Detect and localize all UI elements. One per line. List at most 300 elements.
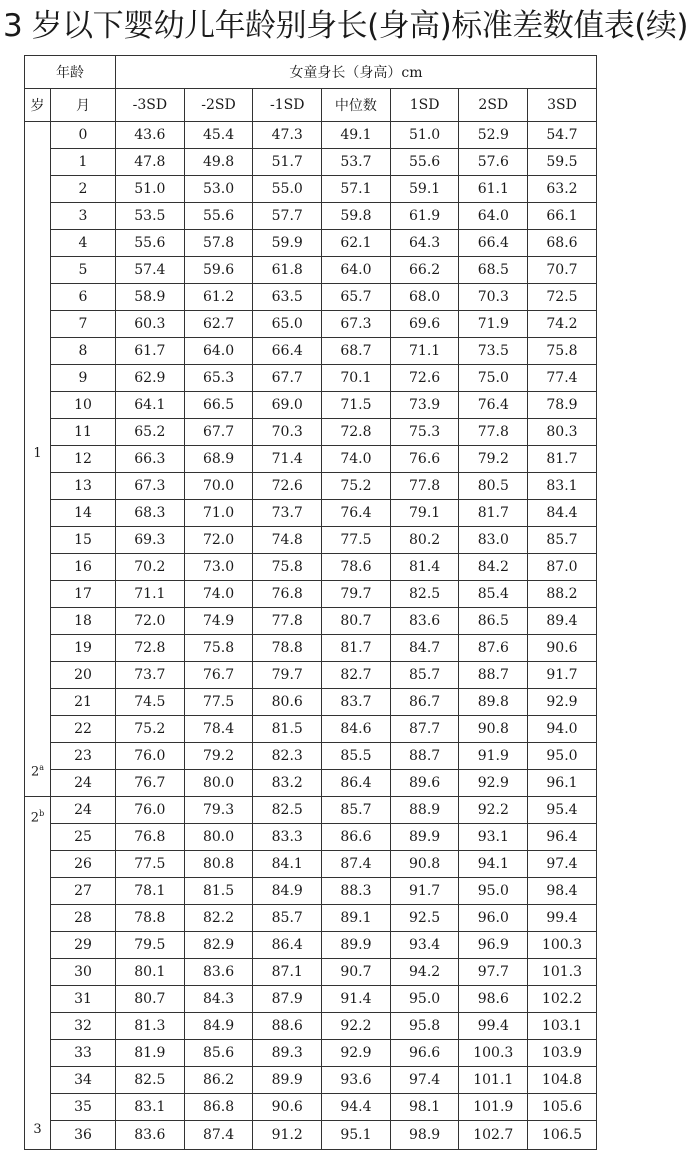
- value-cell-median: 53.7: [322, 149, 391, 176]
- value-cell-minus2sd: 59.6: [184, 257, 253, 284]
- value-cell-2sd: 102.7: [459, 1121, 528, 1150]
- value-cell-minus1sd: 82.3: [253, 743, 322, 770]
- year-marker-2b: [25, 801, 50, 831]
- value-cell-minus2sd: 74.0: [184, 581, 253, 608]
- value-cell-median: 94.4: [322, 1094, 391, 1121]
- value-cell-3sd: 68.6: [528, 230, 597, 257]
- value-cell-1sd: 80.2: [390, 527, 459, 554]
- value-cell-2sd: 91.9: [459, 743, 528, 770]
- year-marker-2a: [25, 755, 50, 785]
- value-cell-median: 89.1: [322, 905, 391, 932]
- year-marker-1-text: 1: [33, 445, 42, 461]
- value-cell-minus3sd: 65.2: [116, 419, 185, 446]
- value-cell-2sd: 84.2: [459, 554, 528, 581]
- value-cell-minus2sd: 73.0: [184, 554, 253, 581]
- month-cell: 12: [51, 446, 116, 473]
- value-cell-minus2sd: 80.0: [184, 824, 253, 851]
- value-cell-minus2sd: 86.2: [184, 1067, 253, 1094]
- value-cell-1sd: 98.9: [390, 1121, 459, 1150]
- value-cell-2sd: 61.1: [459, 176, 528, 203]
- value-cell-minus1sd: 57.7: [253, 203, 322, 230]
- value-cell-3sd: 84.4: [528, 500, 597, 527]
- value-cell-2sd: 101.1: [459, 1067, 528, 1094]
- value-cell-median: 78.6: [322, 554, 391, 581]
- value-cell-median: 84.6: [322, 716, 391, 743]
- value-cell-minus3sd: 60.3: [116, 311, 185, 338]
- value-cell-minus2sd: 74.9: [184, 608, 253, 635]
- value-cell-1sd: 82.5: [390, 581, 459, 608]
- value-cell-minus1sd: 66.4: [253, 338, 322, 365]
- value-cell-minus2sd: 67.7: [184, 419, 253, 446]
- value-cell-minus3sd: 70.2: [116, 554, 185, 581]
- value-cell-3sd: 92.9: [528, 689, 597, 716]
- value-cell-minus3sd: 61.7: [116, 338, 185, 365]
- value-cell-2sd: 92.9: [459, 770, 528, 797]
- value-cell-3sd: 105.6: [528, 1094, 597, 1121]
- col-header-minus2sd: -2SD: [184, 89, 253, 122]
- value-cell-minus2sd: 64.0: [184, 338, 253, 365]
- value-cell-2sd: 101.9: [459, 1094, 528, 1121]
- table-row: [25, 365, 597, 392]
- value-cell-3sd: 63.2: [528, 176, 597, 203]
- value-cell-2sd: 85.4: [459, 581, 528, 608]
- value-cell-minus3sd: 58.9: [116, 284, 185, 311]
- value-cell-minus3sd: 66.3: [116, 446, 185, 473]
- value-cell-1sd: 75.3: [390, 419, 459, 446]
- value-cell-minus3sd: 77.5: [116, 851, 185, 878]
- table-row: [25, 1067, 597, 1094]
- value-cell-2sd: 66.4: [459, 230, 528, 257]
- value-cell-median: 92.9: [322, 1040, 391, 1067]
- table-row: [25, 284, 597, 311]
- month-cell: 35: [51, 1094, 116, 1121]
- month-cell: 23: [51, 743, 116, 770]
- table-row: [25, 959, 597, 986]
- value-cell-median: 64.0: [322, 257, 391, 284]
- value-cell-minus2sd: 80.8: [184, 851, 253, 878]
- value-cell-1sd: 95.8: [390, 1013, 459, 1040]
- month-cell: 28: [51, 905, 116, 932]
- value-cell-minus2sd: 61.2: [184, 284, 253, 311]
- value-cell-median: 49.1: [322, 122, 391, 149]
- value-cell-minus1sd: 84.1: [253, 851, 322, 878]
- value-cell-3sd: 74.2: [528, 311, 597, 338]
- value-cell-1sd: 61.9: [390, 203, 459, 230]
- month-cell: 11: [51, 419, 116, 446]
- value-cell-3sd: 95.0: [528, 743, 597, 770]
- value-cell-1sd: 64.3: [390, 230, 459, 257]
- month-cell: 25: [51, 824, 116, 851]
- value-cell-3sd: 104.8: [528, 1067, 597, 1094]
- value-cell-3sd: 54.7: [528, 122, 597, 149]
- value-cell-2sd: 70.3: [459, 284, 528, 311]
- value-cell-minus3sd: 51.0: [116, 176, 185, 203]
- value-cell-median: 93.6: [322, 1067, 391, 1094]
- value-cell-2sd: 64.0: [459, 203, 528, 230]
- month-cell: 3: [51, 203, 116, 230]
- value-cell-3sd: 101.3: [528, 959, 597, 986]
- table-row: [25, 770, 597, 797]
- value-cell-1sd: 98.1: [390, 1094, 459, 1121]
- value-cell-minus1sd: 69.0: [253, 392, 322, 419]
- value-cell-minus1sd: 89.9: [253, 1067, 322, 1094]
- value-cell-minus3sd: 78.8: [116, 905, 185, 932]
- col-header-2sd: 2SD: [459, 89, 528, 122]
- value-cell-median: 59.8: [322, 203, 391, 230]
- page-title: 3 岁以下婴幼儿年龄别身长(身高)标准差数值表(续): [3, 8, 688, 44]
- value-cell-minus3sd: 83.6: [116, 1121, 185, 1150]
- value-cell-2sd: 95.0: [459, 878, 528, 905]
- value-cell-median: 92.2: [322, 1013, 391, 1040]
- value-cell-median: 62.1: [322, 230, 391, 257]
- value-cell-minus3sd: 74.5: [116, 689, 185, 716]
- value-cell-minus1sd: 82.5: [253, 797, 322, 824]
- month-cell: 20: [51, 662, 116, 689]
- value-cell-minus1sd: 86.4: [253, 932, 322, 959]
- month-cell: 0: [51, 122, 116, 149]
- table-row: [25, 122, 597, 149]
- value-cell-3sd: 77.4: [528, 365, 597, 392]
- value-cell-1sd: 87.7: [390, 716, 459, 743]
- value-cell-minus2sd: 84.9: [184, 1013, 253, 1040]
- table-row: [25, 554, 597, 581]
- month-cell: 9: [51, 365, 116, 392]
- value-cell-3sd: 96.4: [528, 824, 597, 851]
- value-cell-median: 87.4: [322, 851, 391, 878]
- col-header-1sd: 1SD: [390, 89, 459, 122]
- month-cell: 13: [51, 473, 116, 500]
- table-row: [25, 1013, 597, 1040]
- value-cell-3sd: 80.3: [528, 419, 597, 446]
- value-cell-1sd: 95.0: [390, 986, 459, 1013]
- month-cell: 24: [51, 770, 116, 797]
- value-cell-median: 68.7: [322, 338, 391, 365]
- month-header: 月: [51, 89, 116, 122]
- table-row: [25, 932, 597, 959]
- value-cell-minus3sd: 79.5: [116, 932, 185, 959]
- month-cell: 32: [51, 1013, 116, 1040]
- girls-height-group-header: 女童身长（身高）cm: [116, 56, 597, 89]
- value-cell-median: 79.7: [322, 581, 391, 608]
- value-cell-minus1sd: 55.0: [253, 176, 322, 203]
- value-cell-minus1sd: 80.6: [253, 689, 322, 716]
- value-cell-minus3sd: 76.7: [116, 770, 185, 797]
- table-row: [25, 149, 597, 176]
- value-cell-3sd: 59.5: [528, 149, 597, 176]
- value-cell-minus3sd: 76.0: [116, 797, 185, 824]
- month-cell: 15: [51, 527, 116, 554]
- value-cell-minus2sd: 76.7: [184, 662, 253, 689]
- table-row: [25, 608, 597, 635]
- value-cell-minus1sd: 63.5: [253, 284, 322, 311]
- value-cell-median: 85.7: [322, 797, 391, 824]
- value-cell-minus2sd: 53.0: [184, 176, 253, 203]
- table-row: [25, 905, 597, 932]
- value-cell-median: 67.3: [322, 311, 391, 338]
- value-cell-minus2sd: 71.0: [184, 500, 253, 527]
- value-cell-1sd: 89.9: [390, 824, 459, 851]
- value-cell-minus2sd: 84.3: [184, 986, 253, 1013]
- value-cell-1sd: 91.7: [390, 878, 459, 905]
- value-cell-3sd: 70.7: [528, 257, 597, 284]
- table-row: [25, 176, 597, 203]
- value-cell-minus1sd: 70.3: [253, 419, 322, 446]
- table-row: [25, 500, 597, 527]
- height-sd-table-container: [24, 55, 596, 1143]
- height-sd-table: [24, 55, 597, 1150]
- value-cell-3sd: 106.5: [528, 1121, 597, 1150]
- value-cell-minus2sd: 57.8: [184, 230, 253, 257]
- value-cell-3sd: 66.1: [528, 203, 597, 230]
- value-cell-minus3sd: 78.1: [116, 878, 185, 905]
- value-cell-minus3sd: 55.6: [116, 230, 185, 257]
- value-cell-3sd: 87.0: [528, 554, 597, 581]
- value-cell-1sd: 72.6: [390, 365, 459, 392]
- value-cell-minus1sd: 79.7: [253, 662, 322, 689]
- value-cell-minus1sd: 67.7: [253, 365, 322, 392]
- value-cell-1sd: 89.6: [390, 770, 459, 797]
- value-cell-3sd: 103.1: [528, 1013, 597, 1040]
- table-row: [25, 392, 597, 419]
- value-cell-2sd: 99.4: [459, 1013, 528, 1040]
- value-cell-1sd: 96.6: [390, 1040, 459, 1067]
- value-cell-minus3sd: 68.3: [116, 500, 185, 527]
- month-cell: 31: [51, 986, 116, 1013]
- value-cell-1sd: 69.6: [390, 311, 459, 338]
- value-cell-median: 75.2: [322, 473, 391, 500]
- year-marker-2a-sup: a: [39, 762, 45, 772]
- value-cell-median: 83.7: [322, 689, 391, 716]
- value-cell-minus1sd: 75.8: [253, 554, 322, 581]
- value-cell-minus2sd: 65.3: [184, 365, 253, 392]
- value-cell-2sd: 75.0: [459, 365, 528, 392]
- table-row: [25, 311, 597, 338]
- value-cell-3sd: 81.7: [528, 446, 597, 473]
- value-cell-minus1sd: 90.6: [253, 1094, 322, 1121]
- value-cell-3sd: 103.9: [528, 1040, 597, 1067]
- value-cell-minus3sd: 82.5: [116, 1067, 185, 1094]
- table-row: [25, 473, 597, 500]
- value-cell-minus2sd: 79.2: [184, 743, 253, 770]
- value-cell-minus2sd: 77.5: [184, 689, 253, 716]
- month-cell: 4: [51, 230, 116, 257]
- value-cell-1sd: 83.6: [390, 608, 459, 635]
- value-cell-minus1sd: 76.8: [253, 581, 322, 608]
- value-cell-1sd: 66.2: [390, 257, 459, 284]
- month-cell: 18: [51, 608, 116, 635]
- value-cell-minus3sd: 83.1: [116, 1094, 185, 1121]
- value-cell-2sd: 93.1: [459, 824, 528, 851]
- value-cell-2sd: 76.4: [459, 392, 528, 419]
- value-cell-minus3sd: 53.5: [116, 203, 185, 230]
- value-cell-minus1sd: 85.7: [253, 905, 322, 932]
- value-cell-minus3sd: 81.3: [116, 1013, 185, 1040]
- value-cell-median: 86.6: [322, 824, 391, 851]
- table-row: [25, 716, 597, 743]
- value-cell-1sd: 59.1: [390, 176, 459, 203]
- table-row: [25, 527, 597, 554]
- value-cell-3sd: 89.4: [528, 608, 597, 635]
- value-cell-1sd: 71.1: [390, 338, 459, 365]
- value-cell-2sd: 92.2: [459, 797, 528, 824]
- value-cell-minus2sd: 86.8: [184, 1094, 253, 1121]
- table-row: [25, 797, 597, 824]
- value-cell-minus2sd: 62.7: [184, 311, 253, 338]
- value-cell-median: 90.7: [322, 959, 391, 986]
- value-cell-1sd: 76.6: [390, 446, 459, 473]
- month-cell: 14: [51, 500, 116, 527]
- value-cell-minus1sd: 59.9: [253, 230, 322, 257]
- month-cell: 17: [51, 581, 116, 608]
- value-cell-2sd: 83.0: [459, 527, 528, 554]
- value-cell-minus2sd: 45.4: [184, 122, 253, 149]
- value-cell-1sd: 90.8: [390, 851, 459, 878]
- value-cell-3sd: 91.7: [528, 662, 597, 689]
- value-cell-minus1sd: 91.2: [253, 1121, 322, 1150]
- value-cell-2sd: 88.7: [459, 662, 528, 689]
- value-cell-2sd: 89.8: [459, 689, 528, 716]
- value-cell-median: 74.0: [322, 446, 391, 473]
- value-cell-2sd: 79.2: [459, 446, 528, 473]
- value-cell-minus3sd: 47.8: [116, 149, 185, 176]
- value-cell-2sd: 73.5: [459, 338, 528, 365]
- value-cell-minus1sd: 81.5: [253, 716, 322, 743]
- table-row: [25, 1094, 597, 1121]
- month-cell: 33: [51, 1040, 116, 1067]
- month-cell: 34: [51, 1067, 116, 1094]
- value-cell-minus1sd: 87.9: [253, 986, 322, 1013]
- value-cell-2sd: 57.6: [459, 149, 528, 176]
- month-cell: 8: [51, 338, 116, 365]
- value-cell-2sd: 86.5: [459, 608, 528, 635]
- month-cell: 2: [51, 176, 116, 203]
- value-cell-minus3sd: 43.6: [116, 122, 185, 149]
- value-cell-median: 76.4: [322, 500, 391, 527]
- value-cell-2sd: 87.6: [459, 635, 528, 662]
- value-cell-2sd: 96.0: [459, 905, 528, 932]
- value-cell-2sd: 52.9: [459, 122, 528, 149]
- value-cell-median: 82.7: [322, 662, 391, 689]
- year-cell: [25, 797, 51, 1150]
- value-cell-median: 70.1: [322, 365, 391, 392]
- value-cell-median: 72.8: [322, 419, 391, 446]
- value-cell-median: 71.5: [322, 392, 391, 419]
- value-cell-2sd: 71.9: [459, 311, 528, 338]
- value-cell-2sd: 81.7: [459, 500, 528, 527]
- value-cell-2sd: 68.5: [459, 257, 528, 284]
- value-cell-minus1sd: 47.3: [253, 122, 322, 149]
- value-cell-median: 81.7: [322, 635, 391, 662]
- value-cell-1sd: 51.0: [390, 122, 459, 149]
- year-marker-3: [25, 1117, 50, 1143]
- value-cell-minus1sd: 61.8: [253, 257, 322, 284]
- value-cell-minus1sd: 89.3: [253, 1040, 322, 1067]
- table-row: [25, 662, 597, 689]
- value-cell-1sd: 79.1: [390, 500, 459, 527]
- table-row: [25, 203, 597, 230]
- month-cell: 5: [51, 257, 116, 284]
- value-cell-minus2sd: 70.0: [184, 473, 253, 500]
- value-cell-median: 89.9: [322, 932, 391, 959]
- value-cell-minus3sd: 72.0: [116, 608, 185, 635]
- value-cell-minus2sd: 66.5: [184, 392, 253, 419]
- year-marker-3-text: 3: [33, 1121, 42, 1137]
- value-cell-1sd: 84.7: [390, 635, 459, 662]
- value-cell-median: 91.4: [322, 986, 391, 1013]
- value-cell-minus1sd: 74.8: [253, 527, 322, 554]
- value-cell-2sd: 96.9: [459, 932, 528, 959]
- value-cell-minus1sd: 84.9: [253, 878, 322, 905]
- year-marker-2a-text: 2: [30, 763, 40, 779]
- value-cell-1sd: 94.2: [390, 959, 459, 986]
- value-cell-minus2sd: 83.6: [184, 959, 253, 986]
- table-row: [25, 446, 597, 473]
- table-row: [25, 635, 597, 662]
- value-cell-minus3sd: 64.1: [116, 392, 185, 419]
- value-cell-minus1sd: 72.6: [253, 473, 322, 500]
- value-cell-1sd: 88.7: [390, 743, 459, 770]
- value-cell-median: 80.7: [322, 608, 391, 635]
- year-marker-2b-text: 2: [30, 810, 40, 826]
- table-row: [25, 824, 597, 851]
- value-cell-median: 86.4: [322, 770, 391, 797]
- value-cell-minus1sd: 78.8: [253, 635, 322, 662]
- table-row: [25, 1121, 597, 1150]
- month-cell: 36: [51, 1121, 116, 1150]
- value-cell-median: 57.1: [322, 176, 391, 203]
- value-cell-minus3sd: 67.3: [116, 473, 185, 500]
- table-row: [25, 419, 597, 446]
- value-cell-minus3sd: 57.4: [116, 257, 185, 284]
- value-cell-1sd: 81.4: [390, 554, 459, 581]
- value-cell-3sd: 90.6: [528, 635, 597, 662]
- value-cell-minus3sd: 80.7: [116, 986, 185, 1013]
- value-cell-2sd: 80.5: [459, 473, 528, 500]
- value-cell-1sd: 68.0: [390, 284, 459, 311]
- month-cell: 26: [51, 851, 116, 878]
- month-cell: 7: [51, 311, 116, 338]
- value-cell-minus3sd: 80.1: [116, 959, 185, 986]
- value-cell-minus3sd: 69.3: [116, 527, 185, 554]
- value-cell-3sd: 94.0: [528, 716, 597, 743]
- col-header-minus1sd: -1SD: [253, 89, 322, 122]
- value-cell-minus2sd: 79.3: [184, 797, 253, 824]
- table-row: [25, 257, 597, 284]
- value-cell-minus3sd: 76.0: [116, 743, 185, 770]
- value-cell-3sd: 96.1: [528, 770, 597, 797]
- col-header-3sd: 3SD: [528, 89, 597, 122]
- value-cell-minus2sd: 87.4: [184, 1121, 253, 1150]
- value-cell-minus3sd: 62.9: [116, 365, 185, 392]
- value-cell-minus3sd: 75.2: [116, 716, 185, 743]
- month-cell: 22: [51, 716, 116, 743]
- value-cell-minus1sd: 83.2: [253, 770, 322, 797]
- value-cell-median: 65.7: [322, 284, 391, 311]
- year-header: 岁: [25, 89, 51, 122]
- value-cell-minus1sd: 87.1: [253, 959, 322, 986]
- value-cell-2sd: 97.7: [459, 959, 528, 986]
- value-cell-minus2sd: 55.6: [184, 203, 253, 230]
- col-header-minus3sd: -3SD: [116, 89, 185, 122]
- value-cell-minus2sd: 78.4: [184, 716, 253, 743]
- value-cell-minus3sd: 76.8: [116, 824, 185, 851]
- year-cell: [25, 122, 51, 797]
- value-cell-3sd: 85.7: [528, 527, 597, 554]
- age-header: 年龄: [25, 56, 116, 89]
- table-row: [25, 878, 597, 905]
- value-cell-1sd: 97.4: [390, 1067, 459, 1094]
- month-cell: 29: [51, 932, 116, 959]
